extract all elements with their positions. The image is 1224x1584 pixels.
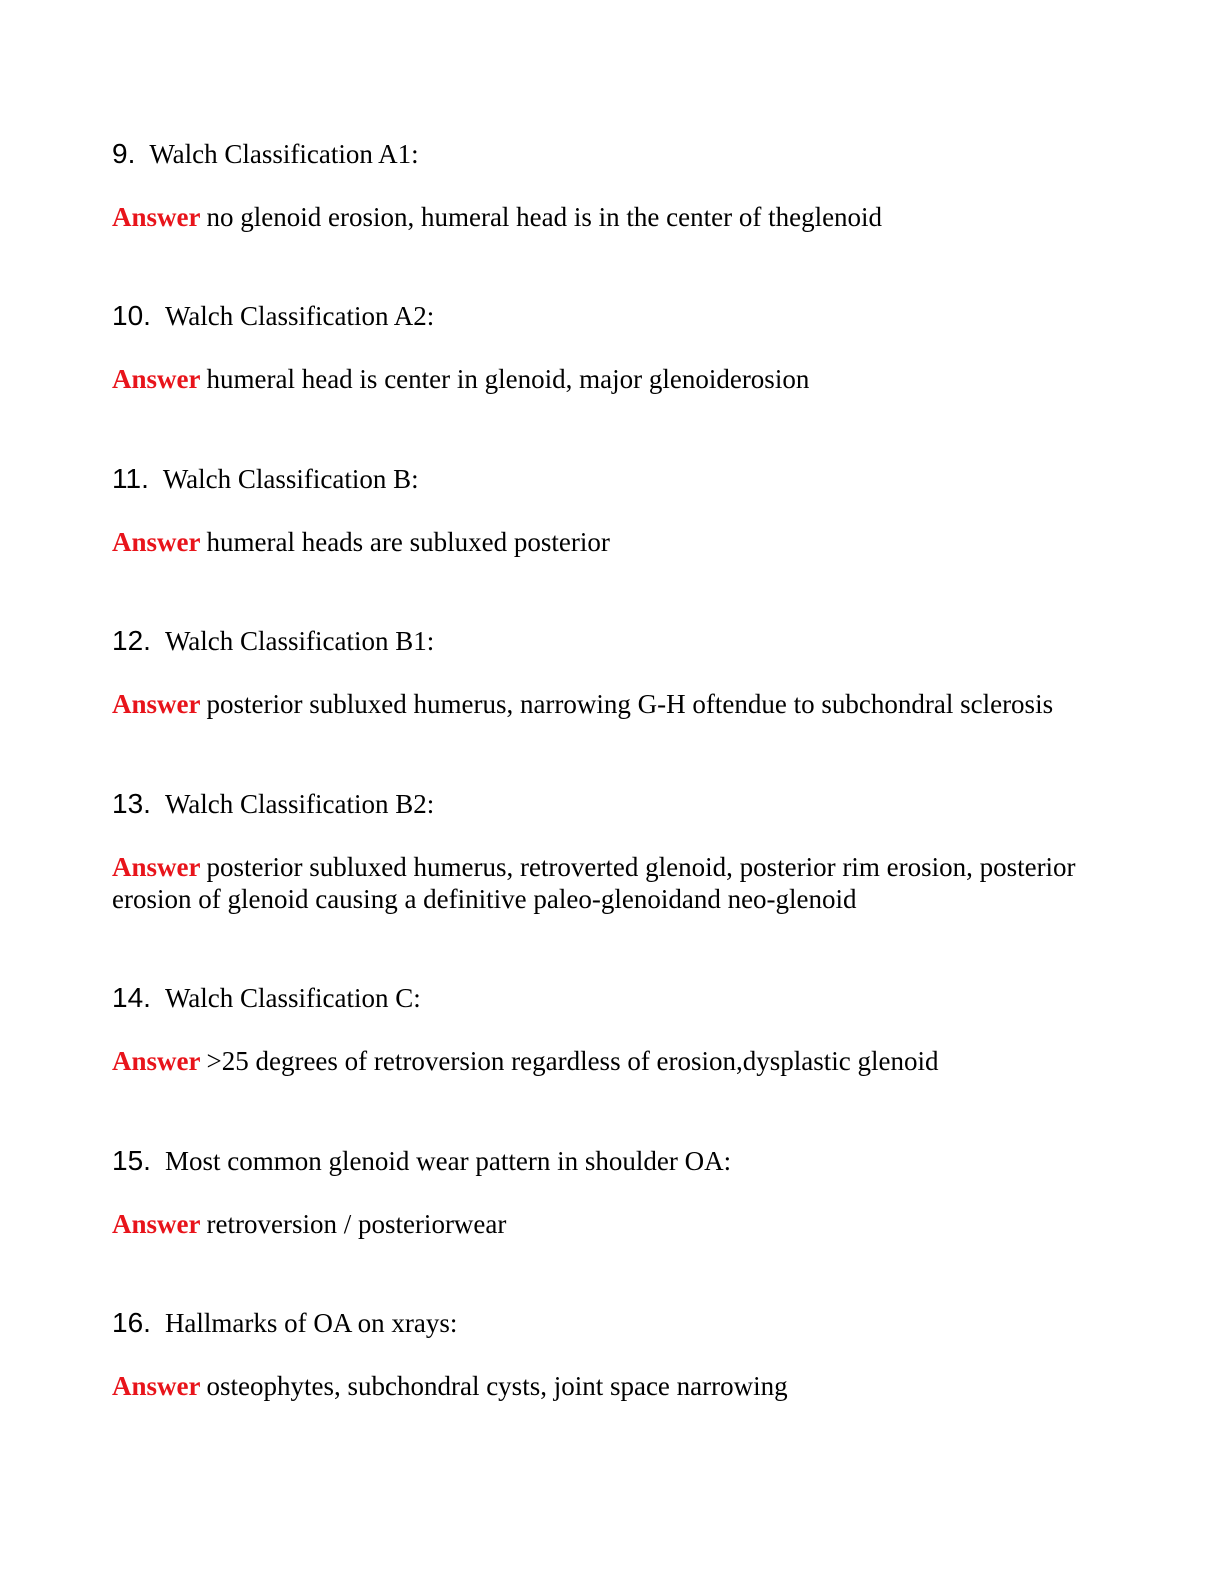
question-line bbox=[112, 300, 1112, 332]
answer-text: >25 degrees of retroversion regardless of erosion,dysplastic glenoid bbox=[206, 1046, 939, 1076]
question-line bbox=[112, 138, 1112, 170]
answer-label: Answer bbox=[112, 1371, 201, 1401]
question-text: Walch Classification B2: bbox=[164, 789, 435, 819]
answer-text: osteophytes, subchondral cysts, joint space narrowing bbox=[206, 1371, 788, 1401]
qa-item-15 bbox=[112, 1145, 1112, 1240]
question-number: 9. bbox=[112, 138, 136, 169]
question-line bbox=[112, 788, 1112, 820]
qa-item-10 bbox=[112, 300, 1112, 395]
question-line bbox=[112, 463, 1112, 495]
question-number: 15. bbox=[112, 1145, 151, 1176]
question-number: 11. bbox=[112, 463, 149, 494]
answer-label: Answer bbox=[112, 202, 201, 232]
answer-line bbox=[112, 851, 1112, 915]
question-number: 10. bbox=[112, 300, 151, 331]
question-text: Most common glenoid wear pattern in shoulder OA: bbox=[164, 1146, 732, 1176]
answer-text: posterior subluxed humerus, narrowing G-H oftendue to subchondral sclerosis bbox=[206, 689, 1054, 719]
answer-label: Answer bbox=[112, 1209, 201, 1239]
qa-item-12 bbox=[112, 625, 1112, 720]
answer-line bbox=[112, 526, 1112, 558]
answer-line bbox=[112, 1208, 1112, 1240]
answer-text: humeral heads are subluxed posterior bbox=[206, 527, 610, 557]
question-text: Walch Classification A1: bbox=[149, 139, 419, 169]
question-text: Walch Classification B1: bbox=[164, 626, 435, 656]
qa-item-13 bbox=[112, 788, 1112, 915]
question-text: Walch Classification B: bbox=[162, 464, 419, 494]
question-text: Walch Classification A2: bbox=[164, 301, 435, 331]
answer-line bbox=[112, 363, 1112, 395]
question-line bbox=[112, 625, 1112, 657]
answer-label: Answer bbox=[112, 689, 201, 719]
qa-item-14 bbox=[112, 982, 1112, 1077]
question-number: 14. bbox=[112, 982, 151, 1013]
answer-label: Answer bbox=[112, 1046, 201, 1076]
question-text: Hallmarks of OA on xrays: bbox=[164, 1308, 458, 1338]
qa-item-16 bbox=[112, 1307, 1112, 1402]
answer-text: humeral head is center in glenoid, major glenoiderosion bbox=[206, 364, 810, 394]
answer-line bbox=[112, 1045, 1112, 1077]
answer-text: no glenoid erosion, humeral head is in the center of theglenoid bbox=[206, 202, 883, 232]
answer-line bbox=[112, 688, 1112, 720]
question-line bbox=[112, 1145, 1112, 1177]
answer-text: posterior subluxed humerus, retroverted glenoid, posterior rim erosion, posterior erosion of glenoid causing a definitive paleo-glenoidand neo-glenoid bbox=[112, 852, 1076, 914]
question-line bbox=[112, 1307, 1112, 1339]
question-number: 12. bbox=[112, 625, 151, 656]
qa-item-11 bbox=[112, 463, 1112, 558]
answer-label: Answer bbox=[112, 527, 201, 557]
answer-label: Answer bbox=[112, 364, 201, 394]
answer-line bbox=[112, 1370, 1112, 1402]
question-text: Walch Classification C: bbox=[164, 983, 421, 1013]
answer-text: retroversion / posteriorwear bbox=[206, 1209, 507, 1239]
answer-line bbox=[112, 201, 1112, 233]
question-number: 16. bbox=[112, 1307, 151, 1338]
answer-label: Answer bbox=[112, 852, 201, 882]
qa-item-9 bbox=[112, 138, 1112, 233]
question-line bbox=[112, 982, 1112, 1014]
question-number: 13. bbox=[112, 788, 151, 819]
